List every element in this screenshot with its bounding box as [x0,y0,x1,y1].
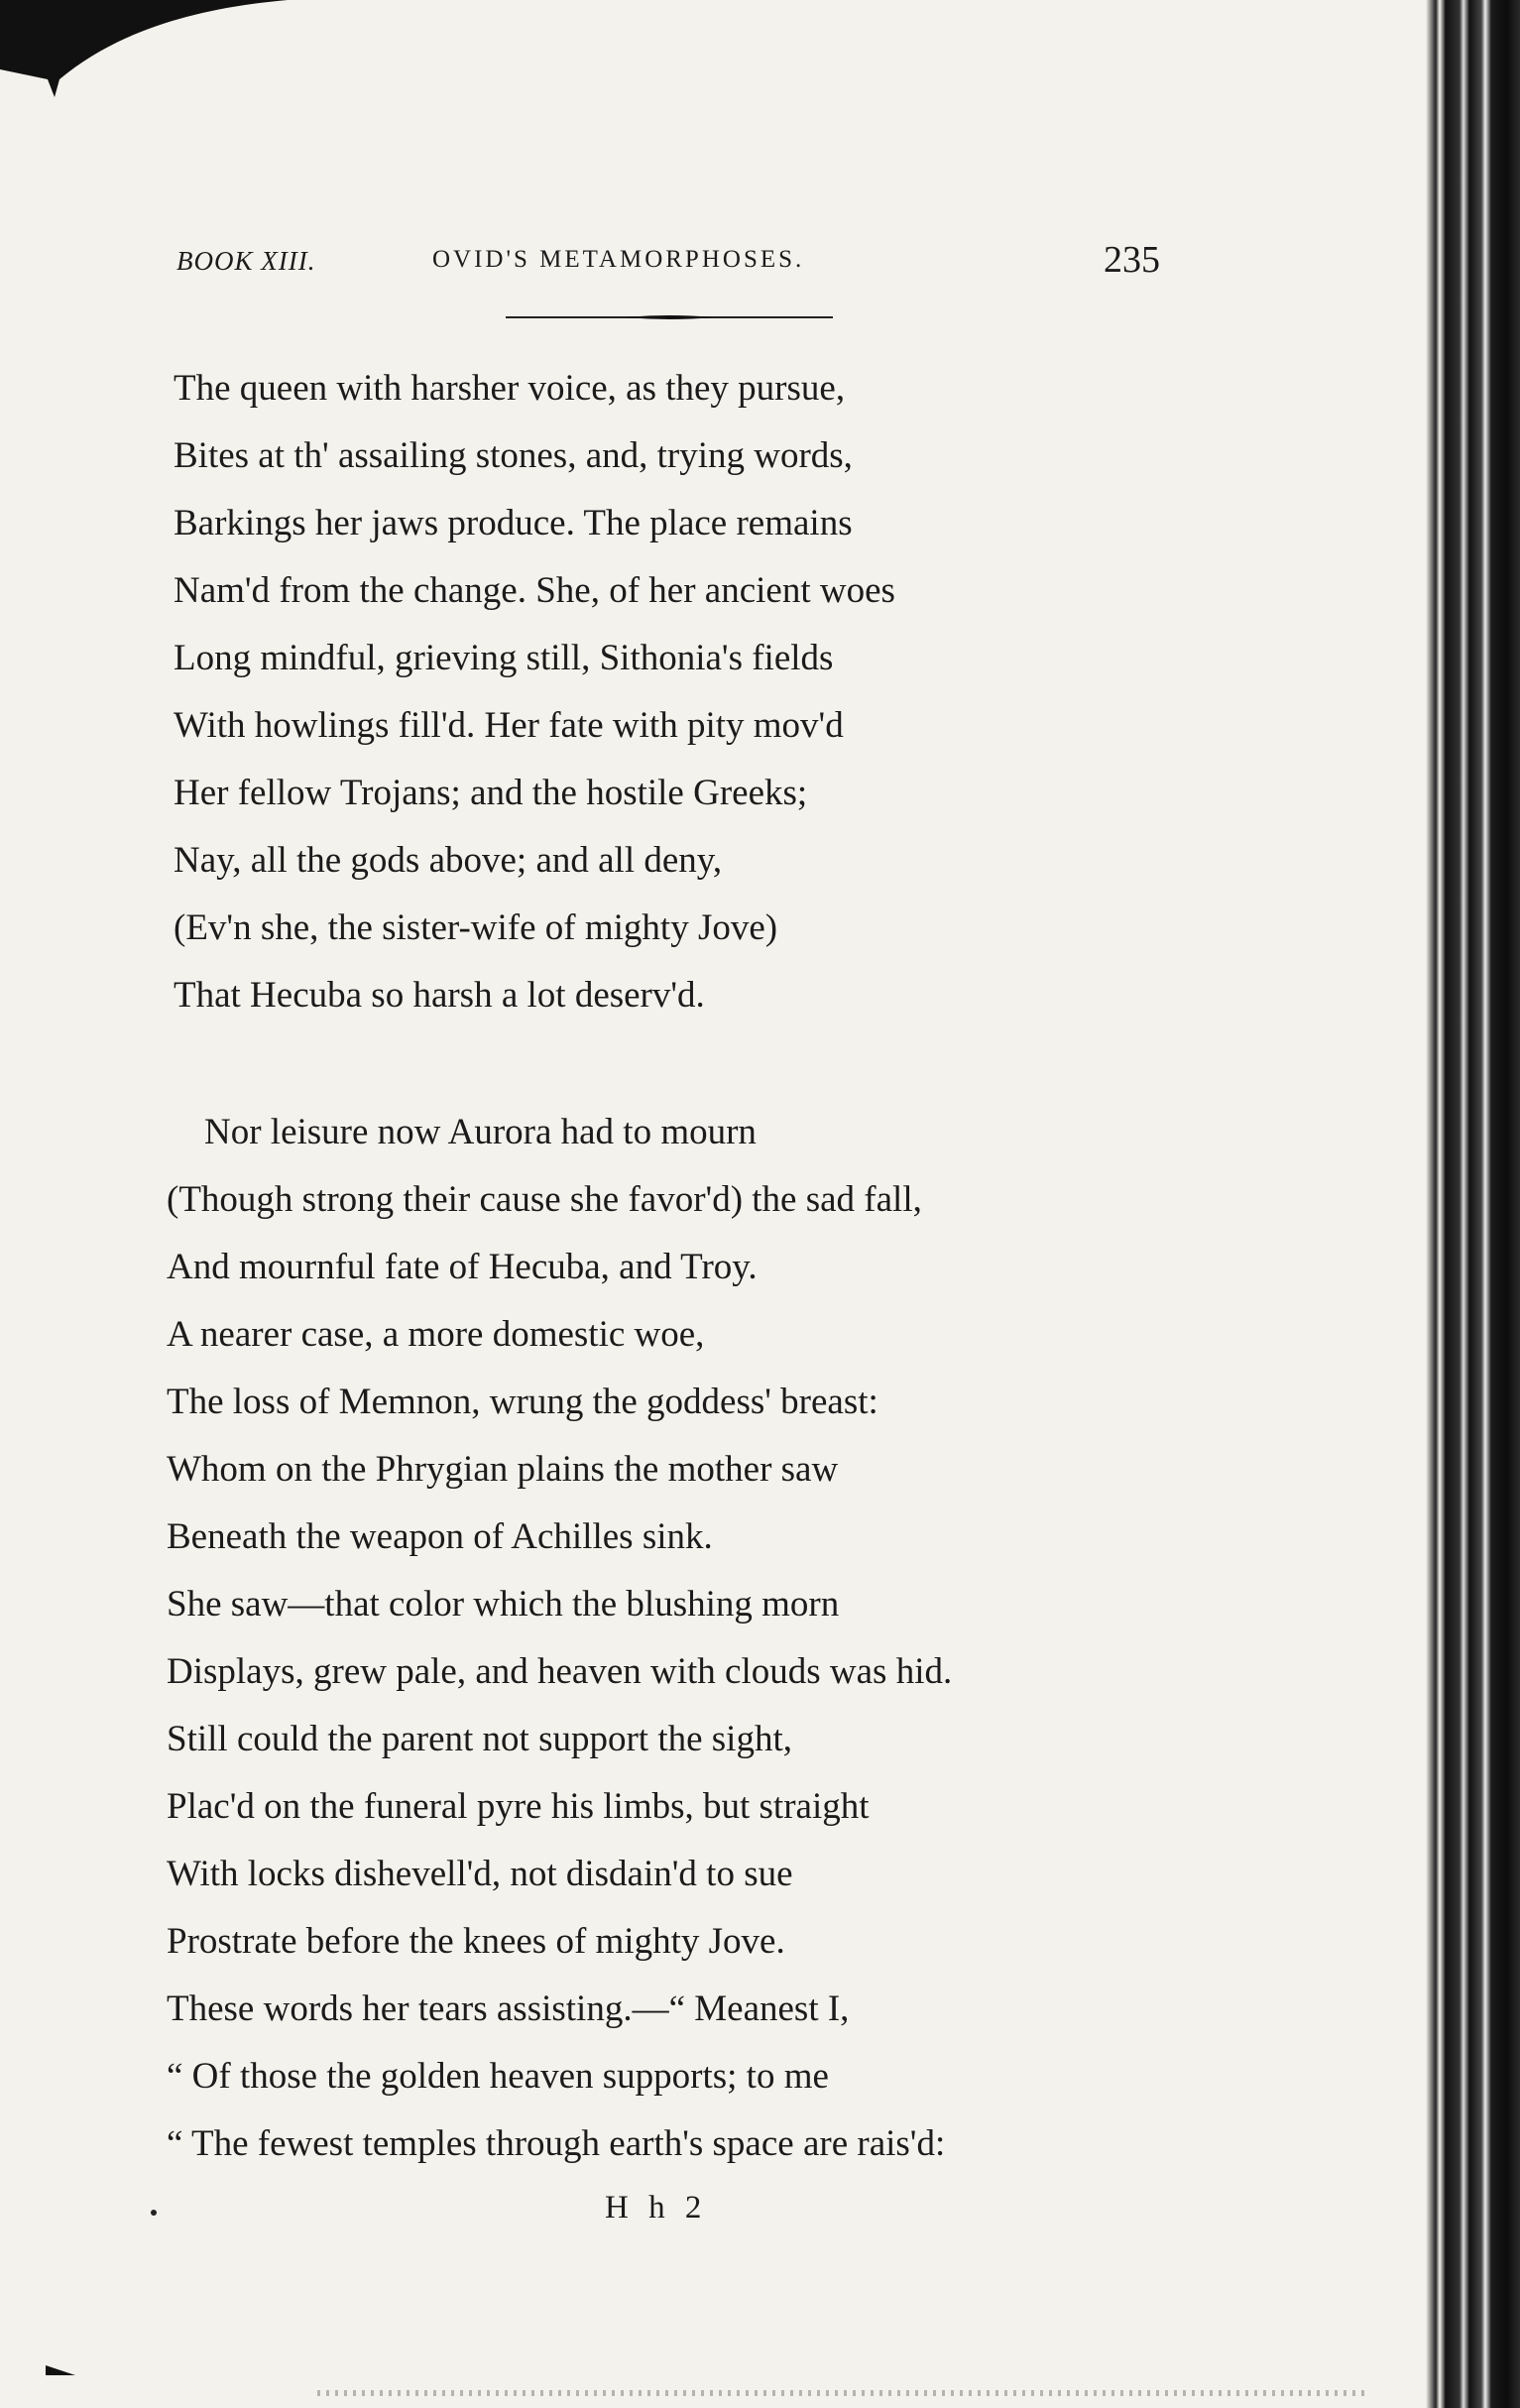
verse-line: The loss of Memnon, wrung the goddess' breast: [167,1382,878,1422]
page-number: 235 [1104,239,1160,281]
verse-line: A nearer case, a more domestic woe, [167,1314,705,1355]
margin-arrow-icon [46,2363,75,2377]
verse-line: Her fellow Trojans; and the hostile Greeks; [174,773,808,813]
book-binding-edge [1426,0,1520,2408]
verse-line: With howlings fill'd. Her fate with pity mov'd [174,705,844,746]
verse-line: Nor leisure now Aurora had to mourn [204,1112,757,1152]
verse-line: Displays, grew pale, and heaven with clouds was hid. [167,1651,953,1692]
page-corner-shadow [0,0,288,109]
verse-line: (Though strong their cause she favor'd) the sad fall, [167,1179,922,1220]
verse-line: Long mindful, grieving still, Sithonia's fields [174,638,834,678]
verse-line: Nay, all the gods above; and all deny, [174,840,723,881]
margin-dot [151,2210,157,2216]
verse-line: “ Of those the golden heaven supports; to me [167,2056,829,2097]
verse-line: Still could the parent not support the sight, [167,1719,792,1759]
stanza-1 [174,355,895,1029]
verse-line: Plac'd on the funeral pyre his limbs, but straight [167,1786,870,1827]
verse-line: These words her tears assisting.—“ Meanest I, [167,1988,850,2029]
verse-line: (Ev'n she, the sister-wife of mighty Jove) [174,907,778,948]
verse-line: Bites at th' assailing stones, and, trying words, [174,435,853,476]
verse-line: And mournful fate of Hecuba, and Troy. [167,1247,758,1287]
book-label: BOOK XIII. [176,246,316,276]
verse-line: She saw—that color which the blushing morn [167,1584,840,1625]
bottom-edge-specks [317,2390,1368,2396]
verse-line: With locks dishevell'd, not disdain'd to sue [167,1854,793,1894]
running-title: OVID'S METAMORPHOSES. [432,246,805,273]
verse-line: Whom on the Phrygian plains the mother saw [167,1449,839,1490]
verse-line: “ The fewest temples through earth's space are rais'd: [167,2123,946,2164]
stanza-2 [167,1099,952,2178]
verse-line: Prostrate before the knees of mighty Jove. [167,1921,785,1962]
running-header [176,240,1168,280]
verse-line: Nam'd from the change. She, of her ancient woes [174,570,895,611]
verse-line: Beneath the weapon of Achilles sink. [167,1516,713,1557]
verse-line: The queen with harsher voice, as they pursue, [174,368,846,409]
signature-mark: H h 2 [605,2190,708,2226]
verse-line: That Hecuba so harsh a lot deserv'd. [174,975,705,1016]
header-rule [506,314,833,320]
verse-line: Barkings her jaws produce. The place remains [174,503,853,543]
